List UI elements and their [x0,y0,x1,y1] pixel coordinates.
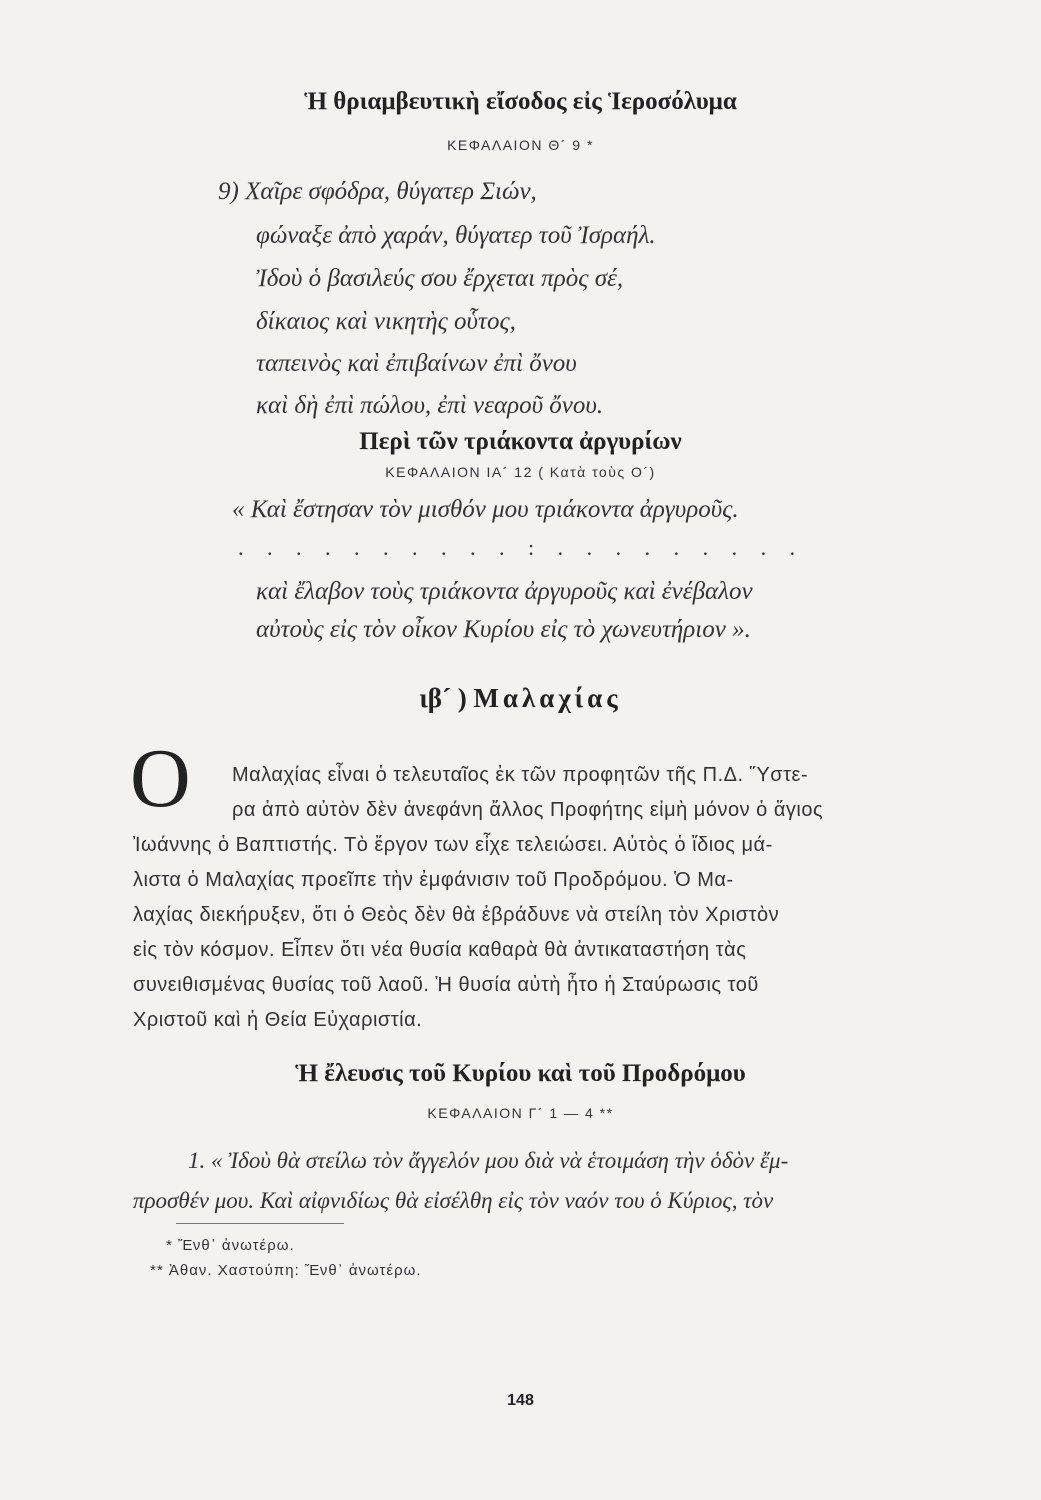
page-number: 148 [507,1392,534,1409]
verse-line: 9) Χαῖρε σφόδρα, θύγατερ Σιών, [218,178,537,205]
verse-line: φώναξε ἀπὸ χαράν, θύγατερ τοῦ Ἰσραήλ. [256,222,656,249]
paragraph-line: λαχίας διεκήρυξεν, ὅτι ὁ Θεὸς δὲν θὰ ἐβράδυνε νὰ στείλη τὸν Χριστὸν [133,904,780,926]
paragraph-line: εἰς τὸν κόσμον. Εἶπεν ὅτι νέα θυσία καθαρὰ θὰ ἀντικαταστήση τὰς [133,939,747,961]
section-number: ιβ´ ) [419,683,467,713]
ellipsis-dots: . . . . . . . . . . : . . . . . . . . . [238,535,805,560]
paragraph-line: Ἰωάννης ὁ Βαπτιστής. Τὸ ἔργον των εἶχε τελειώσει. Αὐτὸς ὁ ἴδιος μά- [133,834,773,856]
verse-line: προσθέν μου. Καὶ αἰφνιδίως θὰ εἰσέλθη εἰς τὸν ναόν του ὁ Κύριος, τὸν [133,1188,774,1213]
verse-line: « Καὶ ἔστησαν τὸν μισθόν μου τριάκοντα ἀργυροῦς. [232,496,739,523]
section-title-malachi [0,683,1041,714]
heading-thirty-silver: Περὶ τῶν τριάκοντα ἀργυρίων [359,428,682,455]
paragraph-line: ρα ἀπὸ αὐτὸν δὲν ἀνεφάνη ἄλλος Προφήτης εἰμὴ μόνον ὁ ἅγιος [232,799,824,821]
verse-line: ταπεινὸς καὶ ἐπιβαίνων ἐπὶ ὄνου [256,350,577,377]
chapter-reference-4: ΚΕΦΑΛΑΙΟΝ Γ´ 1 — 4 ** [427,1105,614,1121]
verse-line: δίκαιος καὶ νικητὴς οὗτος, [256,308,516,335]
verse-line: Ἰδοὺ ὁ βασιλεύς σου ἔρχεται πρὸς σέ, [256,265,624,292]
chapter-reference-1: ΚΕΦΑΛΑΙΟΝ Θ´ 9 * [447,137,594,153]
footnote: * Ἔνθ᾽ ἀνωτέρω. [166,1237,295,1254]
drop-cap: Ο [130,732,191,825]
section-name: Μαλαχίας [473,683,622,713]
paragraph-line: λιστα ὁ Μαλαχίας προεῖπε τὴν ἐμφάνισιν τοῦ Προδρόμου. Ὁ Μα- [133,869,734,891]
paragraph-line: Χριστοῦ καὶ ἡ Θεία Εὐχαριστία. [133,1009,423,1031]
paragraph-line: Μαλαχίας εἶναι ὁ τελευταῖος ἐκ τῶν προφητῶν τῆς Π.Δ. Ὕστε- [232,764,809,786]
footnote: ** Ἀθαν. Χαστούπη: Ἔνθ᾽ ἀνωτέρω. [150,1262,422,1279]
paragraph-line: συνειθισμένας θυσίας τοῦ λαοῦ. Ἡ θυσία αὐτὴ ἦτο ἡ Σταύρωσις τοῦ [133,974,759,996]
verse-line: αὐτοὺς εἰς τὸν οἶκον Κυρίου εἰς τὸ χωνευτήριον ». [256,616,751,643]
footnote-divider [176,1223,344,1224]
chapter-reference-2: ΚΕΦΑΛΑΙΟΝ ΙΑ´ 12 ( Κατὰ τοὺς Ο´) [385,464,656,480]
verse-line: καὶ ἔλαβον τοὺς τριάκοντα ἀργυροῦς καὶ ἐνέβαλον [256,578,753,605]
verse-line: καὶ δὴ ἐπὶ πώλου, ἐπὶ νεαροῦ ὄνου. [256,392,604,419]
heading-triumphal-entry: Ἡ θριαμβευτικὴ εἴσοδος εἰς Ἱεροσόλυμα [304,88,737,115]
heading-coming-of-lord: Ἡ ἔλευσις τοῦ Κυρίου καὶ τοῦ Προδρόμου [295,1060,746,1087]
verse-line: 1. « Ἰδοὺ θὰ στείλω τὸν ἄγγελόν μου διὰ νὰ ἑτοιμάση τὴν ὁδὸν ἔμ- [188,1148,789,1173]
